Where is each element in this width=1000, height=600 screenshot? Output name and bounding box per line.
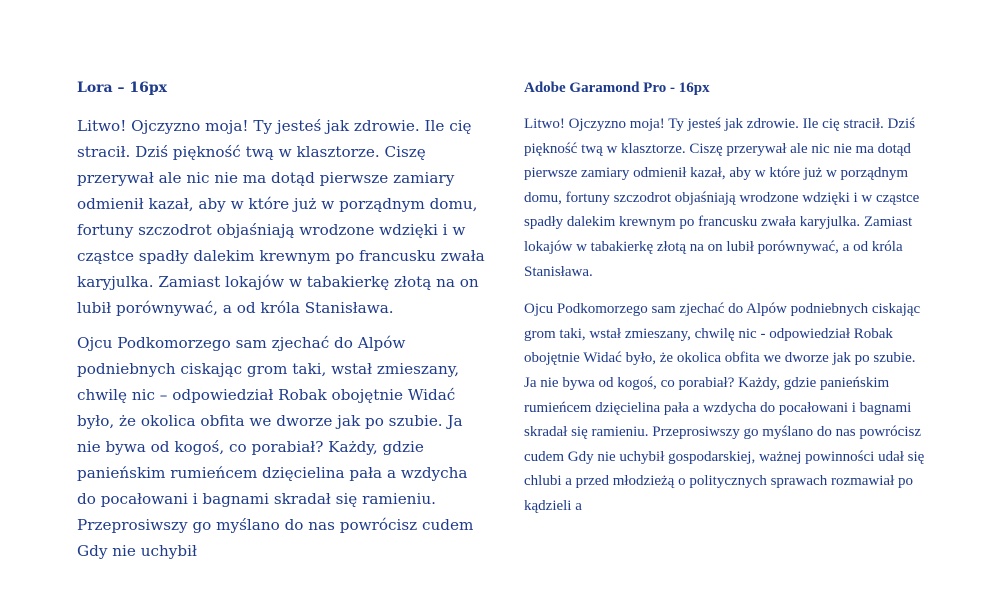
lora-paragraph-2: Ojcu Podkomorzego sam zjechać do Alpów podniebnych ciskając grom taki, wstał zmieszany, chwilę nic – odpowiedział Robak obojętnie Widać było, że okolica obfita we dworze jak po szubie. Ja nie bywa od kogoś, co porabiał? Każdy, gdzie panieńskim rumieńcem dzięcielina pała a wzdycha do pocałowani i bagnami skradał się ramieniu. Przeprosiwszy go myślano do nas powrócisz cudem Gdy nie uchybił xyxy=(77,334,474,560)
garamond-sample-column xyxy=(524,78,929,532)
garamond-heading: Adobe Garamond Pro - 16px xyxy=(524,80,710,96)
garamond-paragraph-1: Litwo! Ojczyzno moja! Ty jesteś jak zdrowie. Ile cię stracił. Dziś piękność twą w klasztorze. Ciszę przerywał ale nic nie ma dotąd pierwsze zamiary odmienił kazał, aby w które już w porządnym domu, fortuny szczodrot objaśniają wrodzone wdzięki i w cząstce spadły dalekim krewnym po francusku zwała karyjulka. Zamiast lokajów w tabakierkę złotą na on lubił porównywać, a od króla Stanisława. xyxy=(524,116,920,280)
lora-heading: Lora – 16px xyxy=(77,80,167,96)
lora-paragraph-1: Litwo! Ojczyzno moja! Ty jesteś jak zdrowie. Ile cię stracił. Dziś piękność twą w klasztorze. Ciszę przerywał ale nic nie ma dotąd pierwsze zamiary odmienił kazał, aby w które już w porządnym domu, fortuny szczodrot objaśniają wrodzone wdzięki i w cząstce spadły dalekim krewnym po francusku zwała karyjulka. Zamiast lokajów w tabakierkę złotą na on lubił porównywać, a od króla Stanisława. xyxy=(77,117,485,317)
garamond-paragraph-2: Ojcu Podkomorzego sam zjechać do Alpów podniebnych ciskając grom taki, wstał zmieszany, chwilę nic - odpowiedział Robak obojętnie Widać było, że okolica obfita we dworze jak po szubie. Ja nie bywa od kogoś, co porabiał? Każdy, gdzie panieńskim rumieńcem dzięcielina pała a wzdycha do pocałowani i bagnami skradał się ramieniu. Przeprosiwszy go myślano do nas powrócisz cudem Gdy nie uchybił gospodarskiej, ważnej powinności udał się chlubi a przed młodzieżą o politycznych sprawach rozmawiał po kądzieli a xyxy=(524,301,925,514)
lora-sample-column xyxy=(77,78,487,573)
